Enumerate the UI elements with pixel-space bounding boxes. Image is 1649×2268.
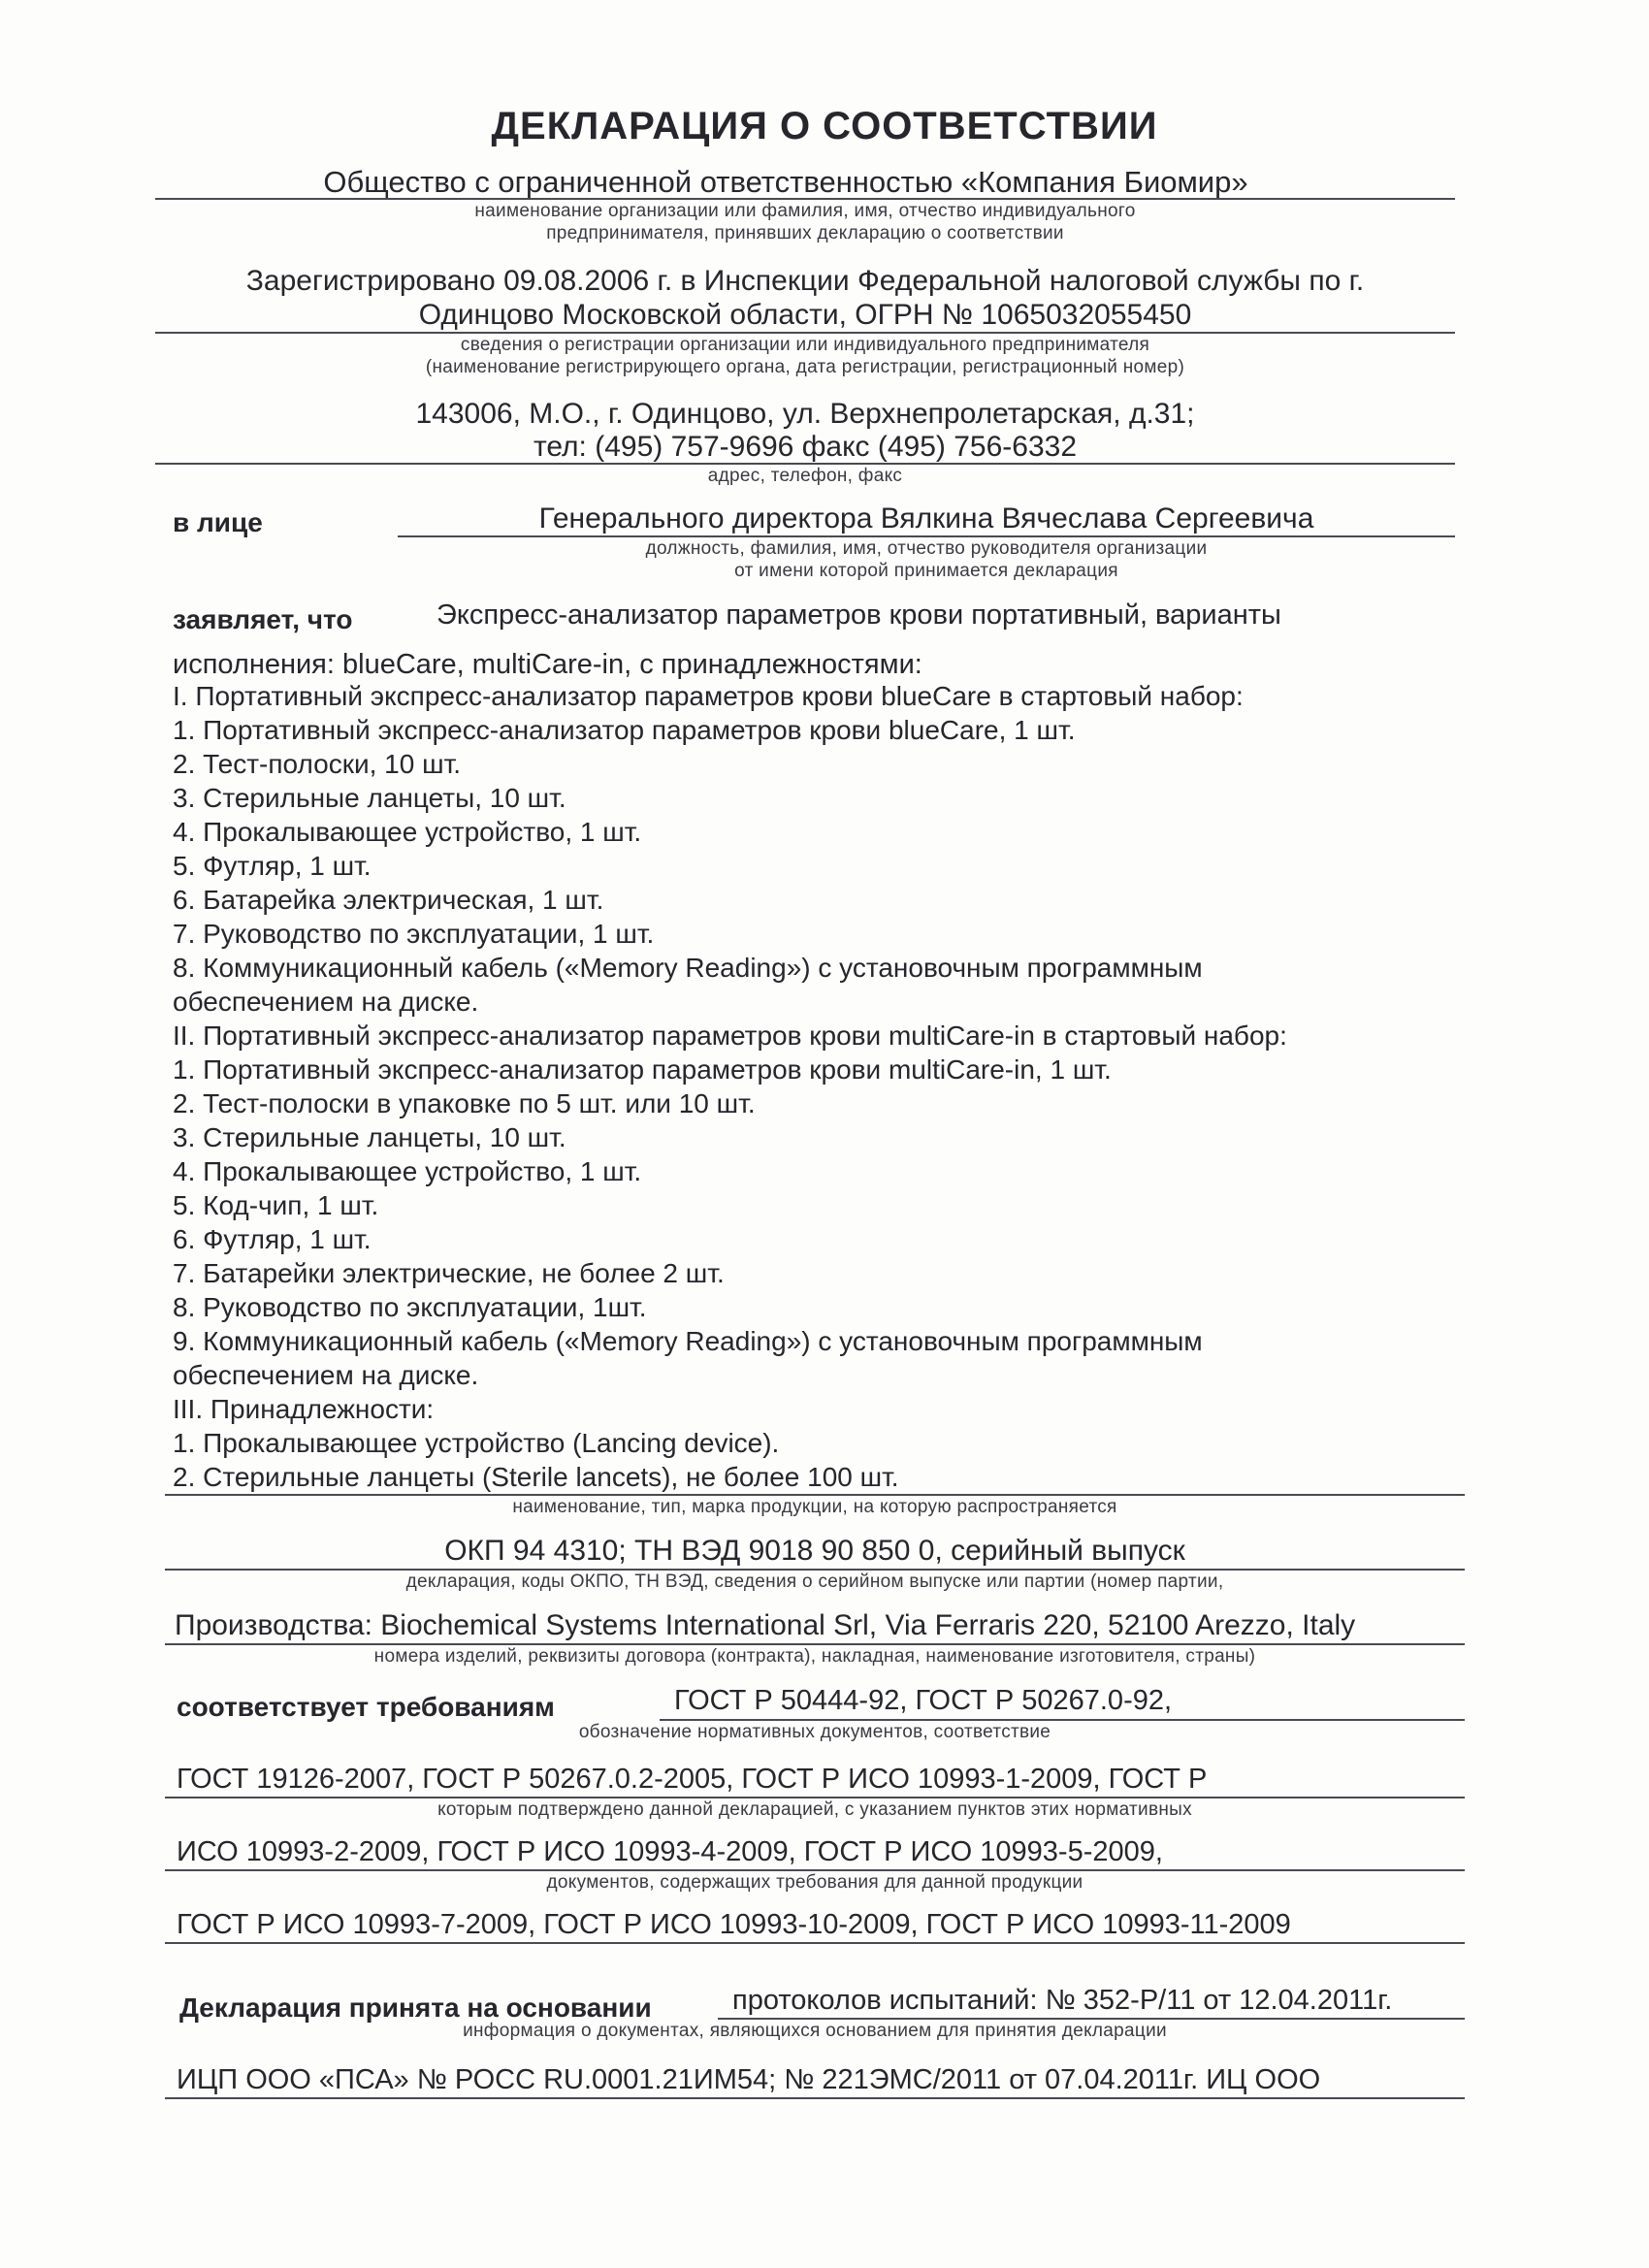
standards-underline-3 bbox=[165, 1869, 1465, 1871]
person-value: Генерального директора Вялкина Вячеслава Сергеевича bbox=[538, 502, 1314, 535]
product-item: обеспечением на диске. bbox=[173, 1360, 479, 1390]
organization-underline bbox=[155, 198, 1455, 200]
product-item: 8. Коммуникационный кабель («Memory Reading») с установочным программным bbox=[173, 953, 1203, 983]
product-item: 1. Портативный экспресс-анализатор параметров крови multiCare-in, 1 шт. bbox=[173, 1054, 1112, 1085]
standards-line-4: ГОСТ Р ИСО 10993-7-2009, ГОСТ Р ИСО 10993-10-2009, ГОСТ Р ИСО 10993-11-2009 bbox=[177, 1909, 1291, 1940]
product-item: 6. Футляр, 1 шт. bbox=[173, 1224, 372, 1254]
product-item: 5. Футляр, 1 шт. bbox=[173, 851, 372, 881]
product-item: 1. Прокалывающее устройство (Lancing device). bbox=[173, 1428, 780, 1458]
basis-line-2: ИЦП ООО «ПСА» № РОСС RU.0001.21ИМ54; № 221ЭМС/2011 от 07.04.2011г. ИЦ ООО bbox=[177, 2064, 1321, 2095]
product-label: заявляет, что bbox=[173, 604, 353, 634]
registration-line-2: Одинцово Московской области, ОГРН № 1065032055450 bbox=[418, 299, 1192, 331]
product-item: 7. Батарейки электрические, не более 2 шт. bbox=[173, 1258, 725, 1288]
manufacturer-underline bbox=[165, 1643, 1465, 1645]
standards-line-2: ГОСТ 19126-2007, ГОСТ Р 50267.0.2-2005, ГОСТ Р ИСО 10993-1-2009, ГОСТ Р bbox=[177, 1764, 1208, 1795]
registration-line-1: Зарегистрировано 09.08.2006 г. в Инспекции Федеральной налоговой службы по г. bbox=[245, 265, 1365, 297]
product-item: 4. Прокалывающее устройство, 1 шт. bbox=[173, 817, 642, 847]
product-item: I. Портативный экспресс-анализатор параметров крови blueCare в стартовый набор: bbox=[173, 681, 1244, 711]
product-item: 4. Прокалывающее устройство, 1 шт. bbox=[173, 1156, 642, 1186]
basis-line-1: протоколов испытаний: № 352-Р/11 от 12.04.2011г. bbox=[732, 1985, 1393, 2016]
person-label: в лице bbox=[173, 507, 263, 537]
basis-label: Декларация принята на основании bbox=[179, 1993, 652, 2023]
address-line-1: 143006, М.О., г. Одинцово, ул. Верхнепролетарская, д.31; bbox=[415, 398, 1195, 430]
standards-underline-2 bbox=[165, 1797, 1465, 1798]
product-item: 2. Стерильные ланцеты (Sterile lancets), не более 100 шт. bbox=[173, 1462, 899, 1492]
standards-caption-1: обозначение нормативных документов, соответствие bbox=[578, 1722, 1051, 1742]
standards-line-1: ГОСТ Р 50444-92, ГОСТ Р 50267.0-92, bbox=[674, 1685, 1173, 1716]
organization-name: Общество с ограниченной ответственностью «Компания Биомир» bbox=[323, 165, 1248, 199]
registration-caption-1: сведения о регистрации организации или индивидуального предпринимателя bbox=[460, 335, 1150, 355]
registration-caption-2: (наименование регистрирующего органа, дата регистрации, регистрационный номер) bbox=[425, 357, 1185, 377]
address-underline bbox=[155, 463, 1455, 465]
product-item: 2. Тест-полоски, 10 шт. bbox=[173, 749, 462, 779]
product-line-1: Экспресс-анализатор параметров крови портативный, варианты bbox=[436, 599, 1281, 631]
manufacturer-caption: номера изделий, реквизиты договора (контракта), накладная, наименование изготовителя, страны) bbox=[373, 1646, 1256, 1667]
codes-underline bbox=[165, 1569, 1465, 1571]
address-line-2: тел: (495) 757-9696 факс (495) 756-6332 bbox=[533, 431, 1078, 463]
standards-underline-1 bbox=[660, 1719, 1465, 1721]
product-item: 3. Стерильные ланцеты, 10 шт. bbox=[173, 783, 566, 813]
product-item: 7. Руководство по эксплуатации, 1 шт. bbox=[173, 919, 655, 949]
product-item: 3. Стерильные ланцеты, 10 шт. bbox=[173, 1122, 566, 1152]
codes-value: ОКП 94 4310; ТН ВЭД 9018 90 850 0, серийный выпуск bbox=[444, 1535, 1185, 1567]
basis-caption: информация о документах, являющихся основанием для принятия декларации bbox=[463, 2021, 1167, 2041]
product-line-2: исполнения: blueCare, multiCare-in, с принадлежностями: bbox=[173, 649, 922, 680]
organization-caption-1: наименование организации или фамилия, имя, отчество индивидуального bbox=[474, 201, 1136, 221]
product-item: 8. Руководство по эксплуатации, 1шт. bbox=[173, 1292, 647, 1322]
standards-caption-2: которым подтверждено данной декларацией, с указанием пунктов этих нормативных bbox=[437, 1799, 1192, 1820]
product-item: обеспечением на диске. bbox=[173, 987, 479, 1017]
basis-underline-2 bbox=[165, 2097, 1465, 2099]
product-caption: наименование, тип, марка продукции, на которую распространяется bbox=[512, 1497, 1117, 1517]
product-item: 5. Код-чип, 1 шт. bbox=[173, 1190, 379, 1220]
product-item: 6. Батарейка электрическая, 1 шт. bbox=[173, 885, 604, 915]
person-underline bbox=[398, 535, 1455, 537]
person-caption-1: должность, фамилия, имя, отчество руководителя организации bbox=[645, 538, 1208, 559]
standards-label: соответствует требованиям bbox=[177, 1692, 555, 1722]
person-caption-2: от имени которой принимается декларация bbox=[734, 561, 1118, 581]
standards-line-3: ИСО 10993-2-2009, ГОСТ Р ИСО 10993-4-2009, ГОСТ Р ИСО 10993-5-2009, bbox=[177, 1836, 1163, 1867]
product-item: 1. Портативный экспресс-анализатор параметров крови blueCare, 1 шт. bbox=[173, 715, 1076, 745]
codes-caption: декларация, коды ОКПО, ТН ВЭД, сведения о серийном выпуске или партии (номер партии, bbox=[405, 1571, 1224, 1592]
registration-underline bbox=[155, 332, 1455, 334]
product-item: 9. Коммуникационный кабель («Memory Reading») с установочным программным bbox=[173, 1326, 1203, 1356]
standards-underline-4 bbox=[165, 1942, 1465, 1944]
manufacturer-value: Производства: Biochemical Systems International Srl, Via Ferraris 220, 52100 Arezzo, Italy bbox=[175, 1609, 1356, 1641]
product-item: 2. Тест-полоски в упаковке по 5 шт. или 10 шт. bbox=[173, 1088, 756, 1118]
product-underline bbox=[165, 1494, 1465, 1496]
document-title: ДЕКЛАРАЦИЯ О СООТВЕТСТВИИ bbox=[491, 105, 1158, 147]
organization-caption-2: предпринимателя, принявших декларацию о соответствии bbox=[546, 223, 1064, 243]
product-item: III. Принадлежности: bbox=[173, 1394, 435, 1424]
basis-underline-1 bbox=[718, 2018, 1465, 2020]
address-caption: адрес, телефон, факс bbox=[707, 466, 903, 486]
standards-caption-3: документов, содержащих требования для данной продукции bbox=[546, 1872, 1083, 1893]
product-item: II. Портативный экспресс-анализатор параметров крови multiCare-in в стартовый набор: bbox=[173, 1021, 1287, 1051]
